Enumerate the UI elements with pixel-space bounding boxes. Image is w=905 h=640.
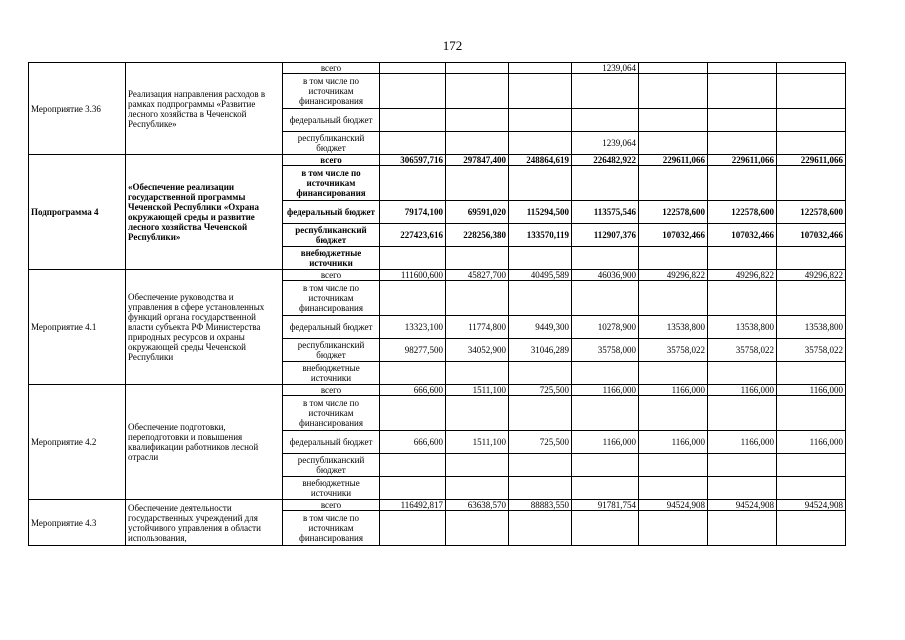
funding-source: в том числе по источникам финансирования [283, 396, 380, 431]
amount-cell [572, 362, 639, 385]
event-label: Мероприятие 4.3 [29, 500, 126, 546]
amount-cell: 79174,100 [380, 201, 446, 224]
amount-cell: 122578,600 [777, 201, 846, 224]
amount-cell [572, 396, 639, 431]
event-description: «Обеспечение реализации государственной программы Чеченской Республики «Охрана окружающей среды и развитие лесного хозяйства Чеченской Республики» [126, 155, 283, 270]
amount-cell [380, 396, 446, 431]
amount-cell [639, 511, 708, 546]
amount-cell [380, 477, 446, 500]
amount-cell [380, 109, 446, 132]
amount-cell [639, 281, 708, 316]
amount-cell [509, 132, 572, 155]
event-label: Мероприятие 3.36 [29, 63, 126, 155]
amount-cell [777, 247, 846, 270]
amount-cell [380, 454, 446, 477]
amount-cell [777, 362, 846, 385]
amount-cell: 1166,000 [639, 431, 708, 454]
amount-cell: 31046,289 [509, 339, 572, 362]
amount-cell: 94524,908 [708, 500, 777, 511]
amount-cell: 666,600 [380, 385, 446, 396]
amount-cell [446, 109, 509, 132]
amount-cell [380, 74, 446, 109]
table-row [29, 63, 846, 74]
funding-source: внебюджетные источники [283, 477, 380, 500]
amount-cell: 112907,376 [572, 224, 639, 247]
amount-cell: 63638,570 [446, 500, 509, 511]
amount-cell [446, 74, 509, 109]
amount-cell: 226482,922 [572, 155, 639, 166]
amount-cell: 306597,716 [380, 155, 446, 166]
amount-cell [446, 511, 509, 546]
amount-cell [380, 511, 446, 546]
amount-cell: 35758,000 [572, 339, 639, 362]
amount-cell [509, 454, 572, 477]
amount-cell: 666,600 [380, 431, 446, 454]
amount-cell [708, 454, 777, 477]
amount-cell [446, 132, 509, 155]
amount-cell: 1239,064 [572, 132, 639, 155]
funding-source: в том числе по источникам финансирования [283, 166, 380, 201]
amount-cell: 1511,100 [446, 385, 509, 396]
amount-cell: 116492,817 [380, 500, 446, 511]
amount-cell [777, 109, 846, 132]
event-description: Обеспечение подготовки, переподготовки и повышения квалификации работников лесной отрасли [126, 385, 283, 500]
amount-cell [639, 396, 708, 431]
amount-cell [446, 454, 509, 477]
amount-cell: 45827,700 [446, 270, 509, 281]
amount-cell [446, 247, 509, 270]
amount-cell [380, 63, 446, 74]
amount-cell: 725,500 [509, 431, 572, 454]
amount-cell: 1166,000 [639, 385, 708, 396]
amount-cell: 40495,589 [509, 270, 572, 281]
amount-cell: 229611,066 [639, 155, 708, 166]
amount-cell [380, 166, 446, 201]
amount-cell: 1511,100 [446, 431, 509, 454]
amount-cell: 9449,300 [509, 316, 572, 339]
amount-cell: 49296,822 [639, 270, 708, 281]
amount-cell [509, 74, 572, 109]
amount-cell [572, 247, 639, 270]
amount-cell [446, 63, 509, 74]
amount-cell [708, 477, 777, 500]
amount-cell [708, 511, 777, 546]
amount-cell [708, 132, 777, 155]
funding-source: всего [283, 270, 380, 281]
amount-cell [777, 454, 846, 477]
table-row [29, 270, 846, 281]
amount-cell [509, 166, 572, 201]
event-description: Обеспечение деятельности государственных учреждений для устойчивого управления в области использования, [126, 500, 283, 546]
amount-cell: 49296,822 [777, 270, 846, 281]
amount-cell [708, 281, 777, 316]
amount-cell [446, 281, 509, 316]
amount-cell [446, 396, 509, 431]
amount-cell [639, 63, 708, 74]
amount-cell: 91781,754 [572, 500, 639, 511]
amount-cell: 11774,800 [446, 316, 509, 339]
event-label: Подпрограмма 4 [29, 155, 126, 270]
event-description: Реализация направления расходов в рамках подпрограммы «Развитие лесного хозяйства в Чеченской Республике» [126, 63, 283, 155]
amount-cell: 1166,000 [572, 385, 639, 396]
amount-cell [509, 63, 572, 74]
amount-cell [639, 362, 708, 385]
amount-cell [509, 511, 572, 546]
event-label: Мероприятие 4.2 [29, 385, 126, 500]
amount-cell [509, 477, 572, 500]
funding-source: федеральный бюджет [283, 431, 380, 454]
amount-cell [572, 477, 639, 500]
amount-cell: 13323,100 [380, 316, 446, 339]
funding-source: республиканский бюджет [283, 454, 380, 477]
amount-cell: 229611,066 [708, 155, 777, 166]
funding-source: в том числе по источникам финансирования [283, 281, 380, 316]
amount-cell [708, 74, 777, 109]
amount-cell [639, 454, 708, 477]
amount-cell: 1166,000 [777, 431, 846, 454]
budget-table [28, 62, 846, 546]
funding-source: всего [283, 63, 380, 74]
amount-cell [777, 281, 846, 316]
amount-cell: 34052,900 [446, 339, 509, 362]
amount-cell: 94524,908 [639, 500, 708, 511]
amount-cell: 107032,466 [708, 224, 777, 247]
amount-cell [446, 166, 509, 201]
table-row [29, 155, 846, 166]
amount-cell: 35758,022 [708, 339, 777, 362]
amount-cell [572, 281, 639, 316]
amount-cell [639, 132, 708, 155]
amount-cell [380, 247, 446, 270]
amount-cell: 725,500 [509, 385, 572, 396]
amount-cell: 248864,619 [509, 155, 572, 166]
funding-source: в том числе по источникам финансирования [283, 511, 380, 546]
amount-cell: 69591,020 [446, 201, 509, 224]
amount-cell [777, 396, 846, 431]
amount-cell: 13538,800 [708, 316, 777, 339]
amount-cell [639, 74, 708, 109]
amount-cell [446, 362, 509, 385]
amount-cell: 49296,822 [708, 270, 777, 281]
amount-cell: 1166,000 [777, 385, 846, 396]
amount-cell [777, 132, 846, 155]
amount-cell: 98277,500 [380, 339, 446, 362]
page-number: 172 [442, 38, 463, 53]
amount-cell [509, 396, 572, 431]
amount-cell [509, 247, 572, 270]
funding-source: республиканский бюджет [283, 224, 380, 247]
amount-cell: 115294,500 [509, 201, 572, 224]
amount-cell: 111600,600 [380, 270, 446, 281]
amount-cell: 35758,022 [777, 339, 846, 362]
amount-cell [777, 477, 846, 500]
amount-cell [380, 132, 446, 155]
amount-cell: 1166,000 [708, 385, 777, 396]
amount-cell: 94524,908 [777, 500, 846, 511]
amount-cell: 10278,900 [572, 316, 639, 339]
amount-cell [777, 63, 846, 74]
funding-source: внебюджетные источники [283, 362, 380, 385]
funding-source: федеральный бюджет [283, 109, 380, 132]
amount-cell [509, 362, 572, 385]
amount-cell: 1239,064 [572, 63, 639, 74]
amount-cell [777, 511, 846, 546]
amount-cell [572, 454, 639, 477]
amount-cell: 13538,800 [639, 316, 708, 339]
amount-cell [708, 166, 777, 201]
funding-source: всего [283, 500, 380, 511]
amount-cell [708, 362, 777, 385]
amount-cell [708, 63, 777, 74]
amount-cell: 1166,000 [572, 431, 639, 454]
event-label: Мероприятие 4.1 [29, 270, 126, 385]
amount-cell: 122578,600 [708, 201, 777, 224]
table-row [29, 385, 846, 396]
amount-cell: 46036,900 [572, 270, 639, 281]
amount-cell: 35758,022 [639, 339, 708, 362]
amount-cell: 107032,466 [639, 224, 708, 247]
funding-source: в том числе по источникам финансирования [283, 74, 380, 109]
amount-cell [509, 109, 572, 132]
event-description: Обеспечение руководства и управления в сфере установленных функций органа государственной власти субъекта РФ Министерства природных ресурсов и охраны окружающей среды Чеченской Республики [126, 270, 283, 385]
funding-source: республиканский бюджет [283, 339, 380, 362]
funding-source: федеральный бюджет [283, 316, 380, 339]
amount-cell [708, 396, 777, 431]
amount-cell [639, 109, 708, 132]
funding-source: всего [283, 385, 380, 396]
amount-cell [708, 109, 777, 132]
amount-cell: 229611,066 [777, 155, 846, 166]
amount-cell [446, 477, 509, 500]
amount-cell [777, 74, 846, 109]
amount-cell [572, 109, 639, 132]
amount-cell [777, 166, 846, 201]
amount-cell [572, 166, 639, 201]
amount-cell [639, 477, 708, 500]
amount-cell: 227423,616 [380, 224, 446, 247]
amount-cell: 88883,550 [509, 500, 572, 511]
amount-cell [509, 281, 572, 316]
funding-source: внебюджетные источники [283, 247, 380, 270]
amount-cell: 1166,000 [708, 431, 777, 454]
amount-cell [708, 247, 777, 270]
table-row [29, 500, 846, 511]
amount-cell: 122578,600 [639, 201, 708, 224]
amount-cell: 297847,400 [446, 155, 509, 166]
amount-cell: 133570,119 [509, 224, 572, 247]
funding-source: всего [283, 155, 380, 166]
amount-cell [380, 281, 446, 316]
amount-cell: 107032,466 [777, 224, 846, 247]
amount-cell [572, 74, 639, 109]
funding-source: федеральный бюджет [283, 201, 380, 224]
amount-cell [639, 247, 708, 270]
amount-cell: 228256,380 [446, 224, 509, 247]
funding-source: республиканский бюджет [283, 132, 380, 155]
amount-cell [380, 362, 446, 385]
amount-cell [639, 166, 708, 201]
amount-cell: 13538,800 [777, 316, 846, 339]
amount-cell: 113575,546 [572, 201, 639, 224]
amount-cell [572, 511, 639, 546]
